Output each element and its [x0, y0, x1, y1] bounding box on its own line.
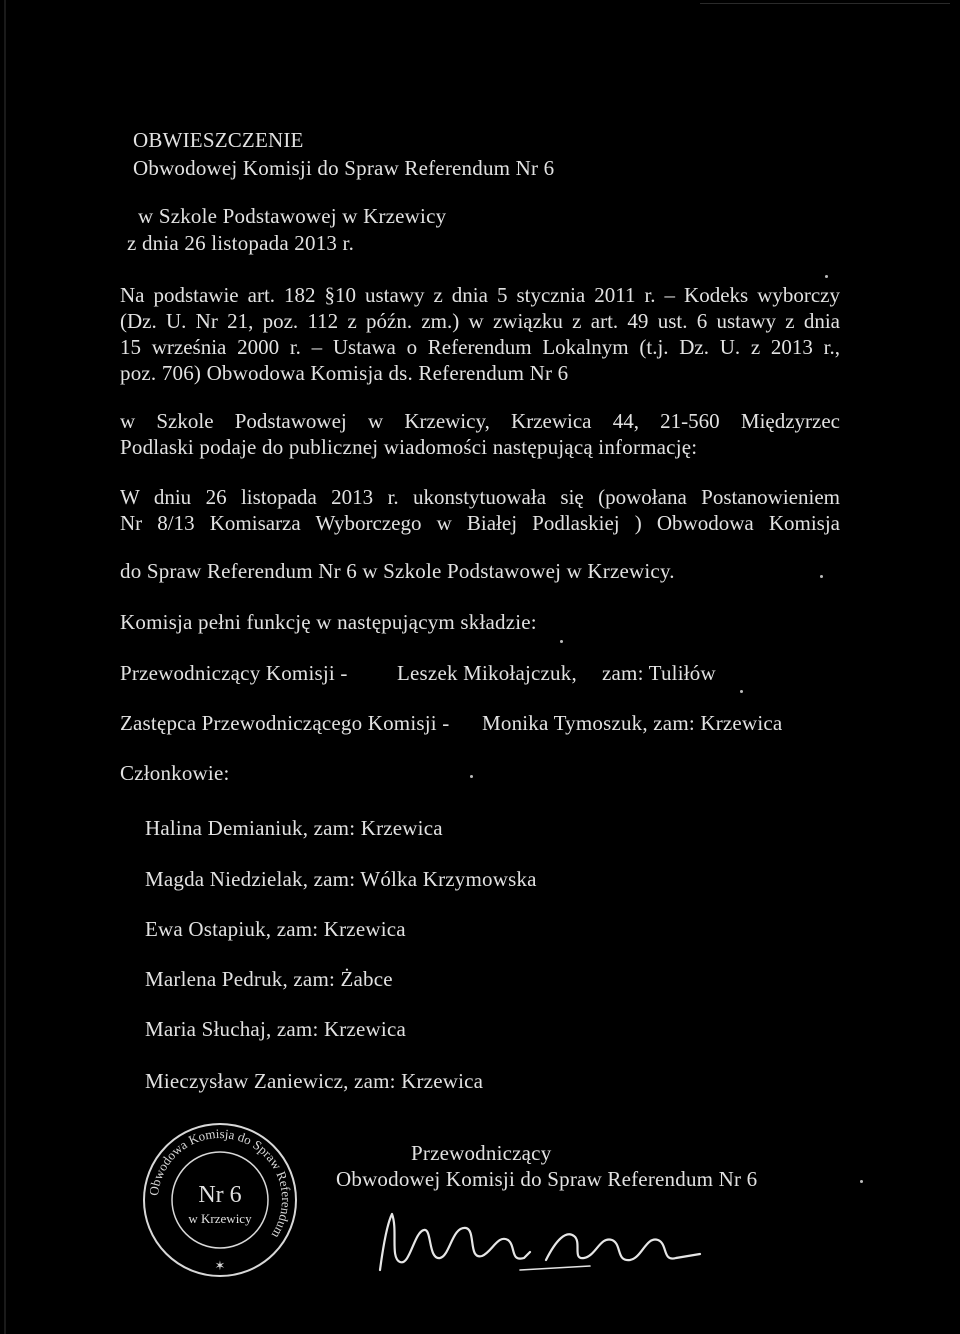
member-item: Ewa Ostapiuk, zam: Krzewica — [145, 917, 406, 941]
scan-speck — [820, 575, 823, 578]
seal-place: w Krzewicy — [188, 1211, 252, 1226]
scan-speck — [860, 1180, 863, 1183]
signature-committee: Obwodowej Komisji do Spraw Referendum Nr 6 — [336, 1167, 758, 1191]
legal-basis-line: Na podstawie art. 182 §10 ustawy z dnia 5 stycznia 2011 r. – Kodeks wyborczy — [120, 283, 840, 307]
constitution-line: Nr 8/13 Komisarza Wyborczego w Białej Podlaskiej ) Obwodowa Komisja — [120, 511, 840, 535]
member-item: Magda Niedzielak, zam: Wólka Krzymowska — [145, 867, 537, 891]
signature-underline — [520, 1266, 590, 1270]
document-subtitle: Obwodowej Komisji do Spraw Referendum Nr 6 — [133, 156, 555, 180]
signature-graphic — [370, 1200, 720, 1280]
member-item: Mieczysław Zaniewicz, zam: Krzewica — [145, 1069, 484, 1093]
constitution-line: do Spraw Referendum Nr 6 w Szkole Podstawowej w Krzewicy. — [120, 559, 675, 583]
vice-chair-name: Monika Tymoszuk, zam: Krzewica — [482, 711, 783, 735]
chair-name: Leszek Mikołajczuk, — [397, 661, 577, 685]
location-line: w Szkole Podstawowej w Krzewicy — [138, 204, 447, 228]
chair-role: Przewodniczący Komisji - — [120, 661, 348, 685]
scan-edge-top — [700, 3, 950, 4]
seal-ring-text: Obwodowa Komisja do Spraw Referendum — [146, 1125, 295, 1241]
scan-speck — [470, 775, 473, 778]
handwritten-signature — [370, 1200, 720, 1280]
constitution-line: W dniu 26 listopada 2013 r. ukonstytuowała się (powołana Postanowieniem — [120, 485, 840, 509]
vice-chair-role: Zastępca Przewodniczącego Komisji - — [120, 711, 450, 735]
signature-stroke-first — [380, 1214, 530, 1270]
scan-speck — [740, 690, 743, 693]
composition-intro: Komisja pełni funkcję w następującym składzie: — [120, 610, 537, 634]
legal-basis-line: (Dz. U. Nr 21, poz. 112 z późn. zm.) w związku z art. 49 ust. 6 ustawy z dnia — [120, 309, 840, 333]
legal-basis-line: 15 września 2000 r. – Ustawa o Referendum Lokalnym (t.j. Dz. U. z 2013 r., — [120, 335, 840, 359]
seal-star: ✶ — [214, 1258, 226, 1273]
official-seal — [140, 1120, 300, 1280]
signature-title: Przewodniczący — [411, 1141, 552, 1165]
announcement-line: Podlaski podaje do publicznej wiadomości następującą informację: — [120, 435, 698, 459]
legal-basis-line: poz. 706) Obwodowa Komisja ds. Referendum Nr 6 — [120, 361, 569, 385]
member-item: Halina Demianiuk, zam: Krzewica — [145, 816, 443, 840]
signature-stroke-second — [546, 1234, 700, 1260]
announcement-line: w Szkole Podstawowej w Krzewicy, Krzewica 44, 21-560 Międzyrzec — [120, 409, 840, 433]
scan-speck — [560, 640, 563, 643]
member-item: Maria Słuchaj, zam: Krzewica — [145, 1017, 406, 1041]
scan-edge-left — [4, 0, 6, 1334]
chair-residence: zam: Tuliłów — [602, 661, 716, 685]
scan-speck — [825, 275, 828, 278]
seal-graphic — [140, 1120, 300, 1280]
document-title: OBWIESZCZENIE — [133, 128, 304, 152]
members-label: Członkowie: — [120, 761, 230, 785]
member-item: Marlena Pedruk, zam: Żabce — [145, 967, 393, 991]
date-line: z dnia 26 listopada 2013 r. — [127, 231, 355, 255]
seal-number: Nr 6 — [198, 1182, 242, 1208]
